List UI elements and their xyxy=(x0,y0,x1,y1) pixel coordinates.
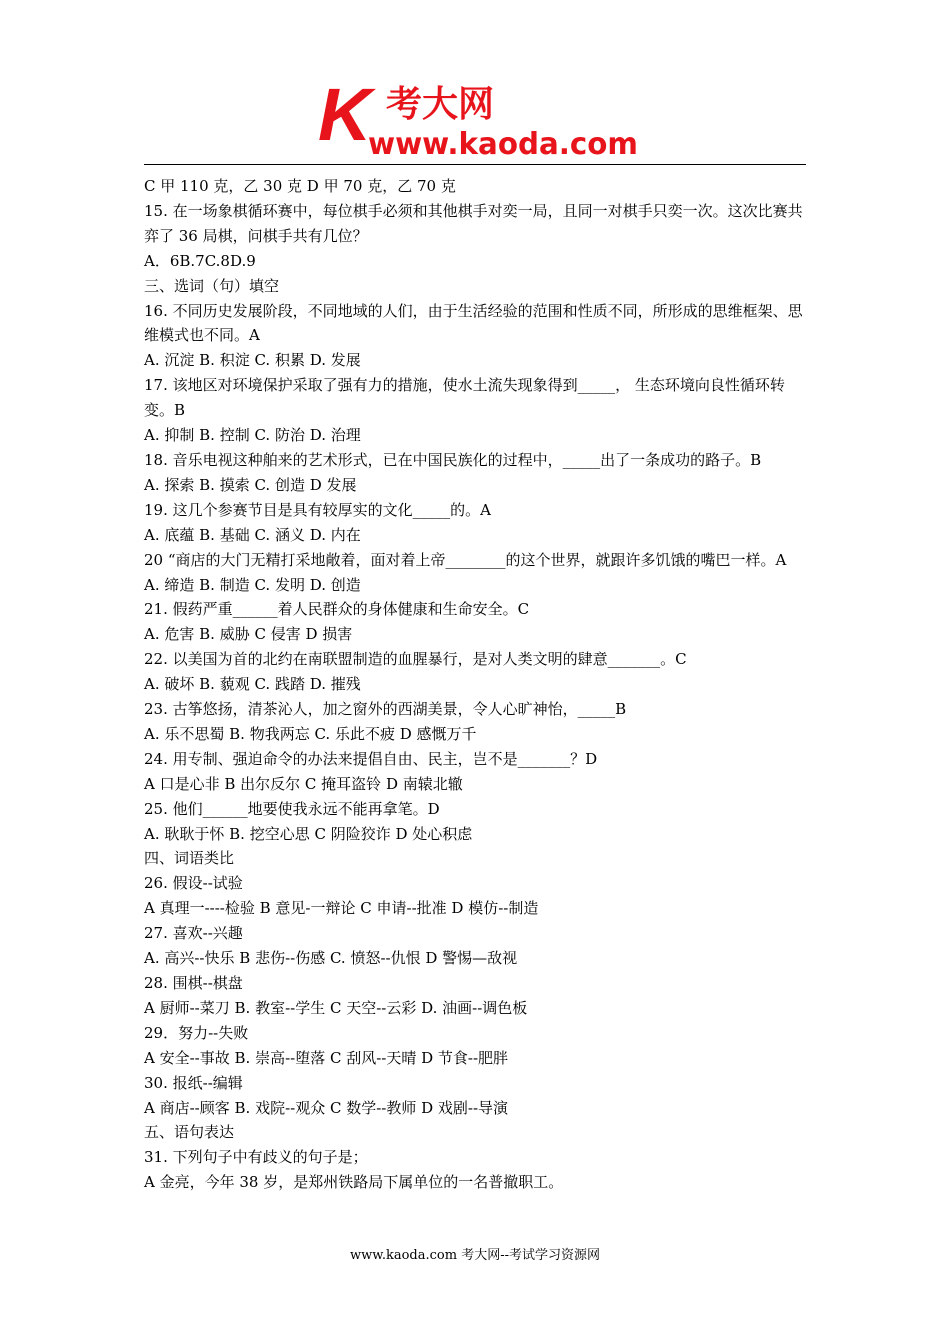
text-line: 27. 喜欢--兴趣 xyxy=(144,924,243,943)
text-line: 23. 古筝悠扬，清茶沁人，加之窗外的西湖美景，令人心旷神怡，_____B xyxy=(144,700,627,719)
text-line: 16. 不同历史发展阶段，不同地域的人们，由于生活经验的范围和性质不同，所形成的思维框架、思维模式也不同。A xyxy=(144,301,803,345)
text-line: A. 危害 B. 威胁 C 侵害 D 损害 xyxy=(144,625,353,644)
logo-url: www.kaoda.com xyxy=(368,127,638,160)
text-line: A 商店--顾客 B. 戏院--观众 C 数学--教师 D 戏剧--导演 xyxy=(144,1098,509,1117)
text-line: A. 缔造 B. 制造 C. 发明 D. 创造 xyxy=(144,575,361,594)
text-line: C 甲 110 克，乙 30 克 D 甲 70 克，乙 70 克 xyxy=(144,177,456,195)
text-line: A. 乐不思蜀 B. 物我两忘 C. 乐此不疲 D 感慨万千 xyxy=(144,724,477,743)
text-line: 19. 这几个参赛节目是具有较厚实的文化_____的。A xyxy=(144,500,491,519)
text-line: A 口是心非 B 出尔反尔 C 掩耳盗铃 D 南辕北辙 xyxy=(144,774,463,793)
text-line: 31. 下列句子中有歧义的句子是； xyxy=(144,1148,368,1167)
text-line: 28. 围棋--棋盘 xyxy=(144,974,243,992)
logo-letter: K xyxy=(318,78,372,156)
text-line: A. 高兴--快乐 B 悲伤--伤感 C. 愤怒--仇恨 D 警惕—敌视 xyxy=(144,949,518,968)
text-line: 21. 假药严重______着人民群众的身体健康和生命安全。C xyxy=(144,600,530,619)
text-line: A. 探索 B. 摸索 C. 创造 D 发展 xyxy=(144,475,357,494)
text-line: A. 抑制 B. 控制 C. 防治 D. 治理 xyxy=(144,426,361,445)
text-line: 17. 该地区对环境保护采取了强有力的措施，使水土流失现象得到_____， 生态环境向良性循环转变。B xyxy=(144,376,785,420)
text-line: A. 沉淀 B. 积淀 C. 积累 D. 发展 xyxy=(144,351,361,370)
logo-name: 考大网 xyxy=(386,84,495,125)
text-line: 24. 用专制、强迫命令的办法来提倡自由、民主，岂不是_______？D xyxy=(144,749,598,768)
text-line: A 安全--事故 B. 崇高--堕落 C 刮风--天晴 D 节食--肥胖 xyxy=(144,1048,509,1067)
kaoda-logo xyxy=(318,78,648,160)
text-line: 15. 在一场象棋循环赛中，每位棋手必须和其他棋手对奕一局，且同一对棋手只奕一次。这次比赛共弈了 36 局棋，问棋手共有几位？ xyxy=(144,201,803,245)
text-line: 22. 以美国为首的北约在南联盟制造的血腥暴行，是对人类文明的肆意_______。C xyxy=(144,650,687,669)
text-line: A 真理一----检验 B 意见-一辩论 C 申请--批准 D 模仿--制造 xyxy=(144,899,539,918)
text-line: A. 底蕴 B. 基础 C. 涵义 D. 内在 xyxy=(144,525,361,544)
text-line: 30. 报纸--编辑 xyxy=(144,1073,243,1092)
header-divider xyxy=(144,164,806,165)
text-line: 三、选词（句）填空 xyxy=(144,276,280,295)
text-line: 五、语句表达 xyxy=(144,1123,235,1142)
text-line: A. 破坏 B. 藐观 C. 践踏 D. 摧残 xyxy=(144,675,361,694)
page-footer: www.kaoda.com 考大网--考试学习资源网 xyxy=(350,1248,600,1263)
text-line: A 厨师--菜刀 B. 教室--学生 C 天空--云彩 D. 油画--调色板 xyxy=(144,998,528,1017)
text-line: 18. 音乐电视这种舶来的艺术形式，已在中国民族化的过程中，_____出了一条成功的路子。B xyxy=(144,450,762,469)
text-line: 29．努力--失败 xyxy=(144,1023,249,1042)
document-body xyxy=(144,174,808,1195)
text-line: A．6B.7C.8D.9 xyxy=(144,251,256,270)
text-line: 四、词语类比 xyxy=(144,849,235,868)
text-line: 25. 他们______地要使我永远不能再拿笔。D xyxy=(144,799,440,818)
text-line: 26. 假设--试验 xyxy=(144,874,243,893)
text-line: 20 “商店的大门无精打采地敞着，面对着上帝________的这个世界，就跟许多饥饿的嘴巴一样。A xyxy=(144,550,787,569)
text-line: A 金亮，今年 38 岁，是郑州铁路局下属单位的一名普撤职工。 xyxy=(144,1173,564,1192)
text-line: A. 耿耿于怀 B. 挖空心思 C 阴险狡诈 D 处心积虑 xyxy=(144,824,473,843)
